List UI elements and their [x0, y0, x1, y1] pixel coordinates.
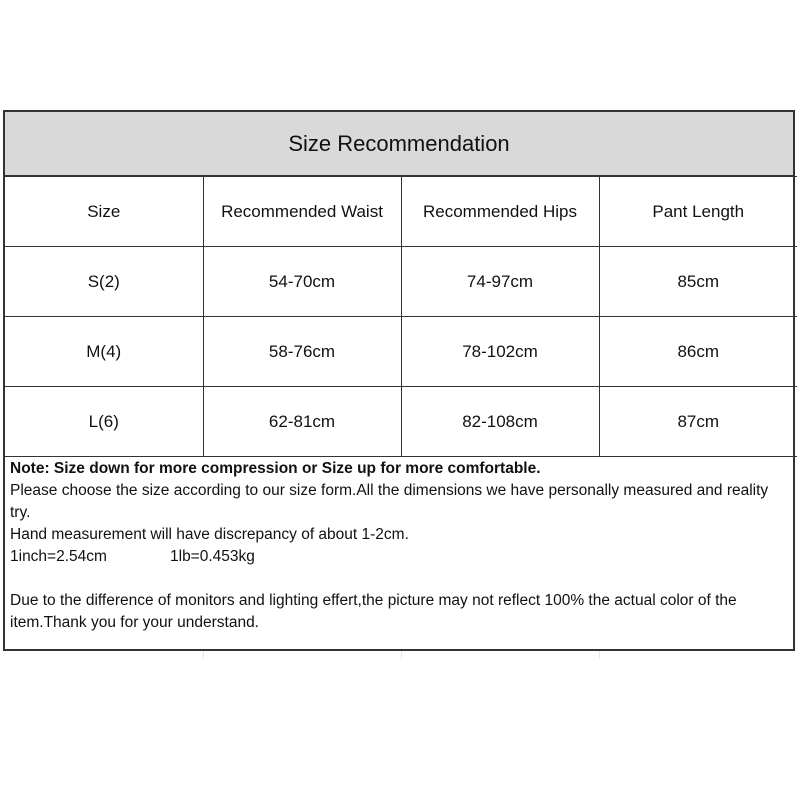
size-cell: L(6): [5, 387, 203, 457]
table-row: [5, 247, 797, 317]
choose-size-text: Please choose the size according to our size form.All the dimensions we have personally measured and reality try.: [10, 482, 769, 521]
header-row: [5, 177, 797, 247]
conversion-line: [10, 546, 787, 568]
divider: [599, 651, 600, 659]
size-cell: S(2): [5, 247, 203, 317]
length-cell: 85cm: [599, 247, 797, 317]
hips-cell: 82-108cm: [401, 387, 599, 457]
column-header: Recommended Hips: [401, 177, 599, 247]
inch-conversion: 1inch=2.54cm: [10, 548, 107, 565]
monitor-disclaimer: Due to the difference of monitors and lighting effert,the picture may not reflect 100% the actual color of the item.Thank you for your understand.: [10, 592, 737, 631]
chart-title: Size Recommendation: [5, 112, 793, 176]
waist-cell: 58-76cm: [203, 317, 401, 387]
waist-cell: 62-81cm: [203, 387, 401, 457]
size-chart: [3, 110, 795, 651]
divider: [401, 651, 402, 659]
hips-cell: 74-97cm: [401, 247, 599, 317]
note-line: Note: Size down for more compression or Size up for more comfortable.: [10, 460, 541, 477]
column-header: Recommended Waist: [203, 177, 401, 247]
lb-conversion: 1lb=0.453kg: [170, 548, 255, 565]
table-row: [5, 387, 797, 457]
hand-measurement-text: Hand measurement will have discrepancy of about 1-2cm.: [10, 526, 409, 543]
hips-cell: 78-102cm: [401, 317, 599, 387]
table-row: [5, 317, 797, 387]
waist-cell: 54-70cm: [203, 247, 401, 317]
size-cell: M(4): [5, 317, 203, 387]
notes-section: [5, 456, 793, 634]
divider: [203, 651, 204, 659]
spacer: [10, 568, 787, 590]
length-cell: 87cm: [599, 387, 797, 457]
size-table: [5, 176, 797, 457]
length-cell: 86cm: [599, 317, 797, 387]
column-header: Pant Length: [599, 177, 797, 247]
column-header: Size: [5, 177, 203, 247]
